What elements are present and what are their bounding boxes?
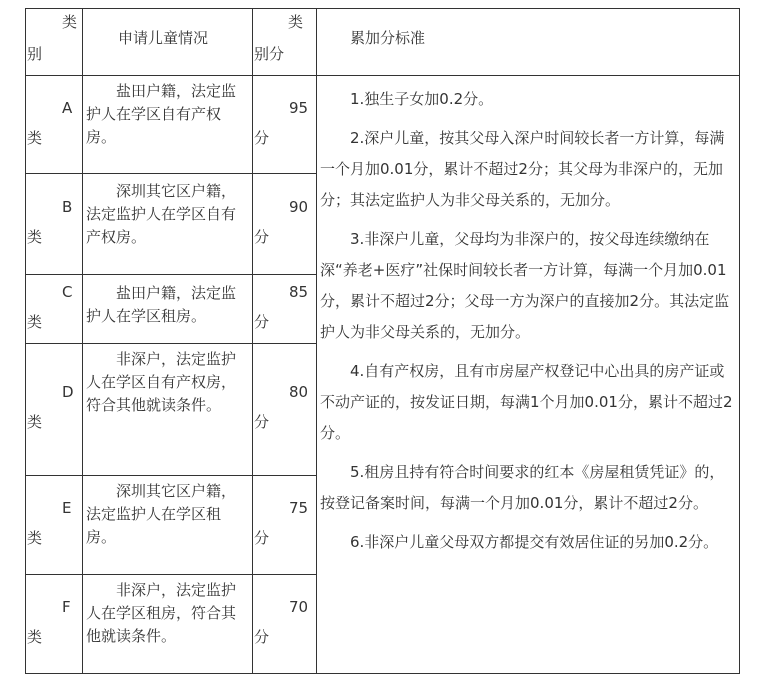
grid-line	[25, 274, 316, 275]
row-description: 盐田户籍，法定监护人在学区租房。	[86, 284, 237, 325]
row-score: 75	[289, 499, 309, 517]
row-letter: D	[62, 383, 74, 401]
row-letter: A	[62, 99, 73, 117]
row-description: 深圳其它区户籍，法定监护人在学区租房。	[86, 482, 237, 546]
grid-line	[25, 475, 316, 476]
grid-line	[25, 173, 316, 174]
header-category-top: 类	[62, 13, 78, 31]
row-letter: B	[62, 198, 73, 216]
row-score: 85	[289, 283, 309, 301]
row-letter: F	[62, 598, 71, 616]
row-description: 非深户，法定监护人在学区自有产权房，符合其他就读条件。	[86, 350, 237, 414]
header-category-bottom: 别	[27, 45, 43, 63]
row-category-suffix: 类	[27, 228, 43, 246]
row-score-suffix: 分	[254, 129, 270, 147]
row-score-suffix: 分	[254, 228, 270, 246]
header-score-top: 类	[288, 13, 304, 31]
standard-item: 5.租房且持有符合时间要求的红本《房屋租赁凭证》的，按登记备案时间，每满一个月加0.01分，累计不超过2分。	[320, 463, 725, 512]
row-category-suffix: 类	[27, 628, 43, 646]
grid-line	[25, 574, 316, 575]
standard-item: 3.非深户儿童，父母均为非深户的，按父母连续缴纳在深“养老+医疗”社保时间较长者一方计算，每满一个月加0.01分，累计不超过2分；父母一方为深户的直接加2分。其法定监护人为非父母关系的，无加分。	[320, 230, 730, 341]
row-category-suffix: 类	[27, 413, 43, 431]
row-score-suffix: 分	[254, 529, 270, 547]
row-score-suffix: 分	[254, 313, 270, 331]
grid-line	[25, 75, 740, 76]
grid-line	[25, 673, 740, 674]
header-standard: 累加分标准	[350, 29, 426, 47]
header-situation: 申请儿童情况	[118, 29, 209, 47]
row-score: 80	[289, 383, 309, 401]
standard-item: 6.非深户儿童父母双方都提交有效居住证的另加0.2分。	[350, 533, 719, 551]
row-category-suffix: 类	[27, 529, 43, 547]
scoring-standards	[320, 84, 736, 566]
row-description: 盐田户籍，法定监护人在学区自有产权房。	[86, 82, 237, 146]
row-description: 非深户，法定监护人在学区租房，符合其他就读条件。	[86, 581, 237, 645]
row-letter: C	[62, 283, 73, 301]
standard-item: 2.深户儿童，按其父母入深户时间较长者一方计算，每满一个月加0.01分，累计不超过2分；其父母为非深户的，无加分；其法定监护人为非父母关系的，无加分。	[320, 129, 725, 209]
header-score-bottom: 别分	[254, 45, 285, 63]
row-description: 深圳其它区户籍，法定监护人在学区自有产权房。	[86, 182, 237, 246]
row-category-suffix: 类	[27, 313, 43, 331]
row-score: 90	[289, 198, 309, 216]
row-score-suffix: 分	[254, 413, 270, 431]
row-score: 95	[289, 99, 309, 117]
standard-item: 1.独生子女加0.2分。	[350, 90, 494, 108]
grid-line	[25, 343, 316, 344]
standard-item: 4.自有产权房，且有市房屋产权登记中心出具的房产证或不动产证的，按发证日期，每满1个月加0.01分，累计不超过2分。	[320, 362, 733, 442]
row-score: 70	[289, 598, 309, 616]
grid-line	[316, 8, 317, 674]
row-score-suffix: 分	[254, 628, 270, 646]
row-letter: E	[62, 499, 72, 517]
row-category-suffix: 类	[27, 129, 43, 147]
grid-line	[25, 8, 740, 9]
grid-line	[739, 8, 740, 674]
